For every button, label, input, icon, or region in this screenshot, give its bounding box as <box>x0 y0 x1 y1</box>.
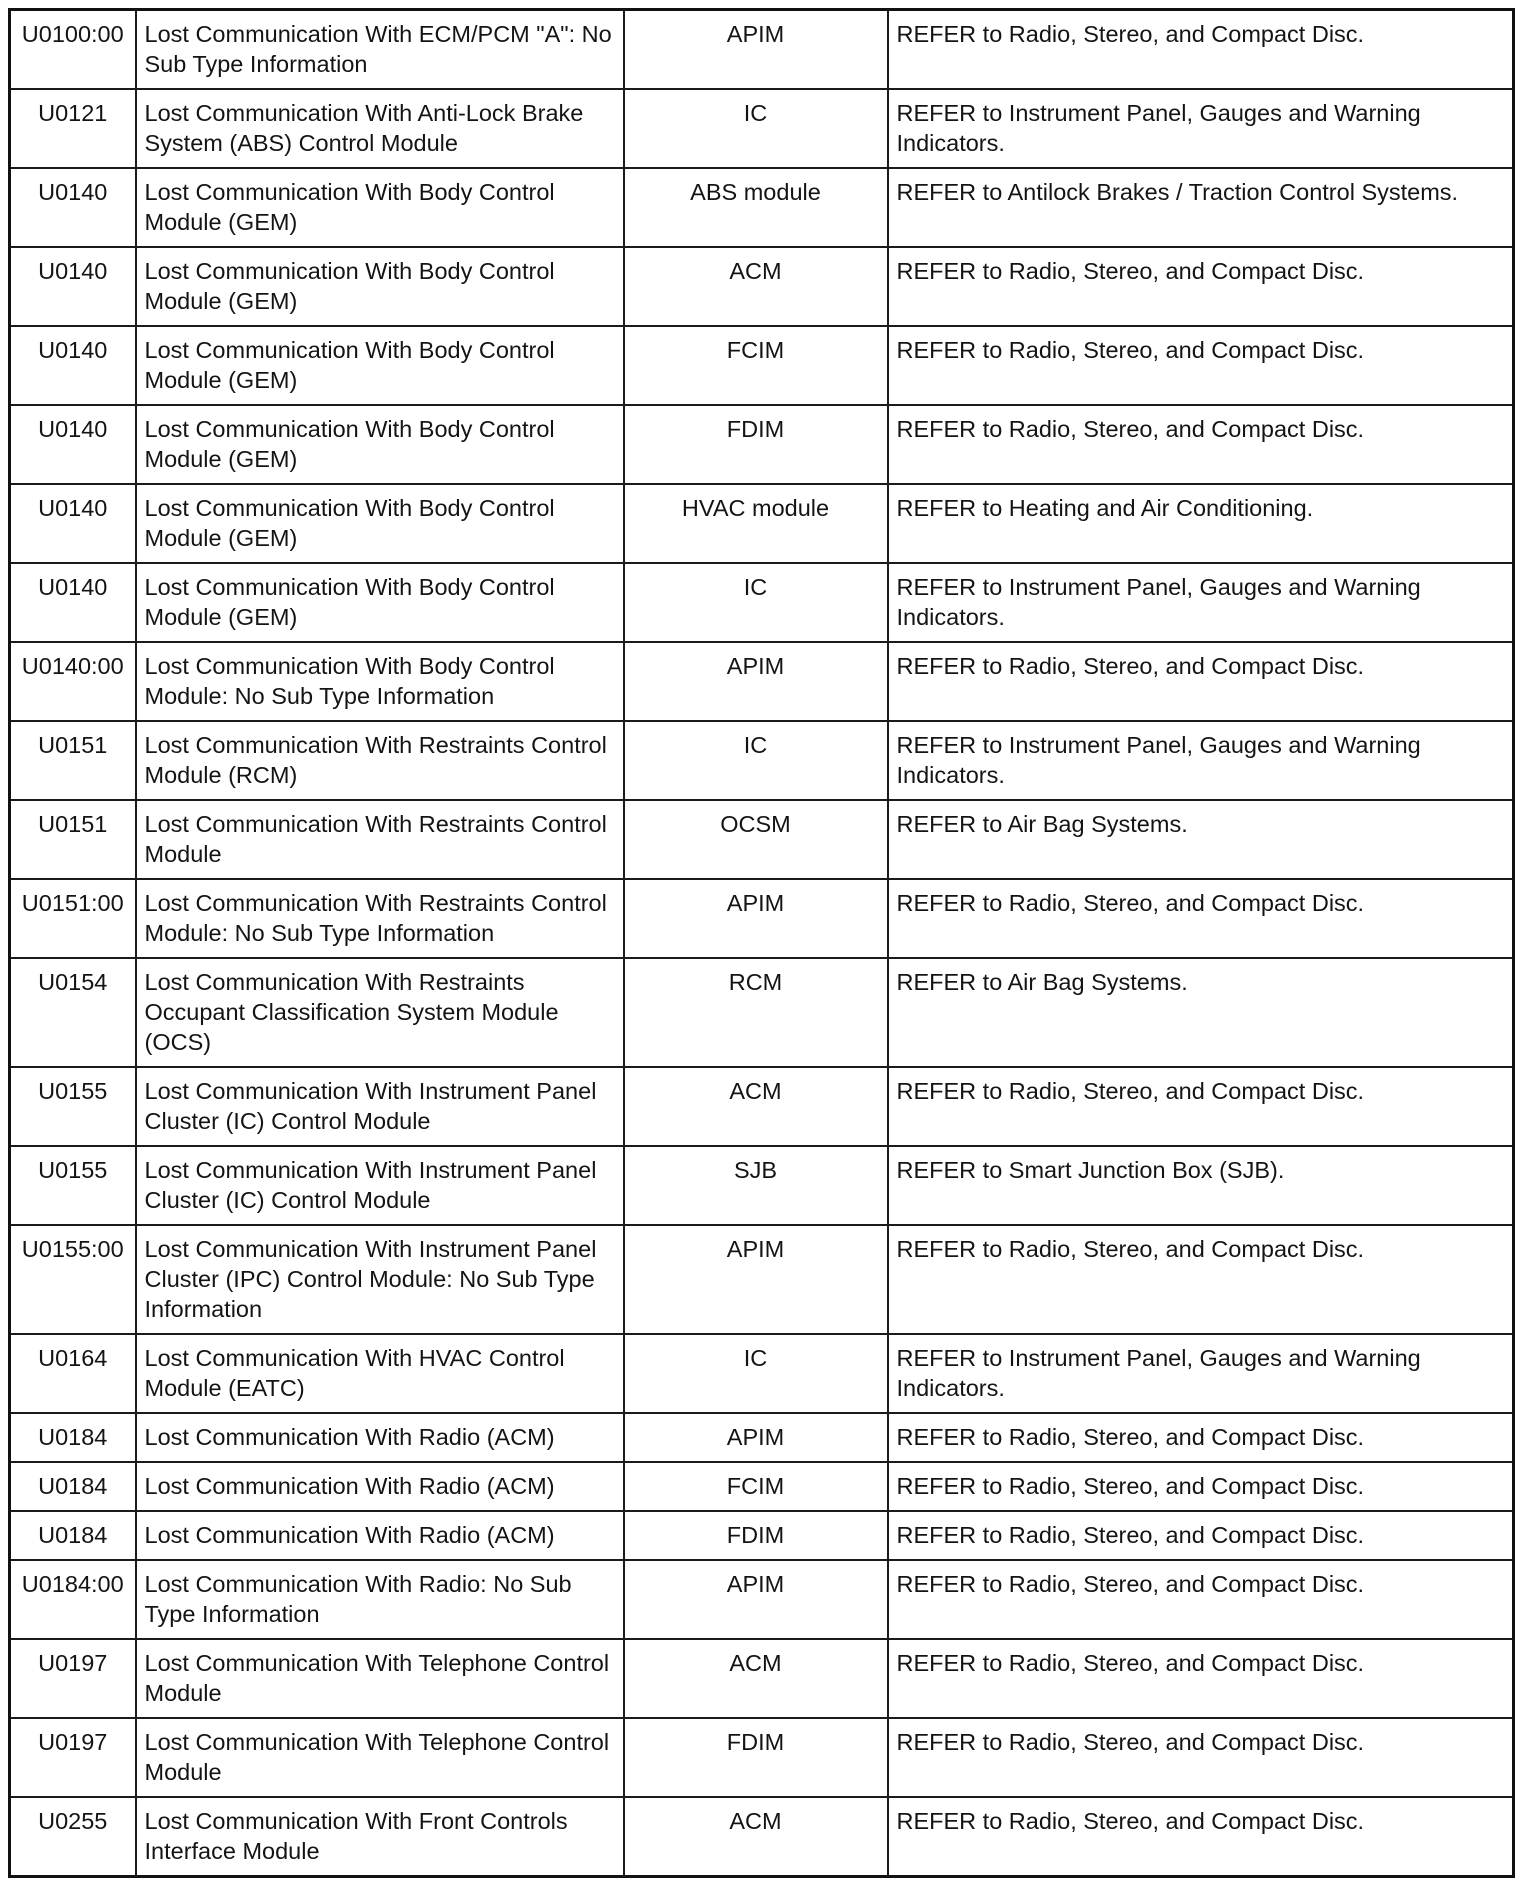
dtc-module-cell: APIM <box>624 1225 888 1334</box>
dtc-description-cell: Lost Communication With Instrument Panel Cluster (IPC) Control Module: No Sub Type Information <box>136 1225 624 1334</box>
dtc-code-cell: U0184:00 <box>10 1560 136 1639</box>
dtc-action-cell: REFER to Radio, Stereo, and Compact Disc. <box>888 10 1514 90</box>
dtc-description-cell: Lost Communication With Body Control Module (GEM) <box>136 247 624 326</box>
dtc-module-cell: FDIM <box>624 1511 888 1560</box>
dtc-module-cell: IC <box>624 721 888 800</box>
table-row <box>10 168 1514 247</box>
table-row <box>10 958 1514 1067</box>
dtc-code-cell: U0100:00 <box>10 10 136 90</box>
table-row <box>10 247 1514 326</box>
dtc-action-cell: REFER to Antilock Brakes / Traction Control Systems. <box>888 168 1514 247</box>
table-row <box>10 1511 1514 1560</box>
dtc-code-cell: U0255 <box>10 1797 136 1877</box>
table-row <box>10 1797 1514 1877</box>
table-row <box>10 563 1514 642</box>
dtc-description-cell: Lost Communication With Restraints Occupant Classification System Module (OCS) <box>136 958 624 1067</box>
dtc-action-cell: REFER to Radio, Stereo, and Compact Disc. <box>888 405 1514 484</box>
dtc-module-cell: IC <box>624 563 888 642</box>
dtc-code-cell: U0184 <box>10 1511 136 1560</box>
dtc-code-cell: U0140 <box>10 563 136 642</box>
table-row <box>10 1462 1514 1511</box>
dtc-action-cell: REFER to Radio, Stereo, and Compact Disc. <box>888 1462 1514 1511</box>
table-row <box>10 10 1514 90</box>
table-row <box>10 642 1514 721</box>
dtc-description-cell: Lost Communication With Radio (ACM) <box>136 1413 624 1462</box>
table-row <box>10 721 1514 800</box>
dtc-action-cell: REFER to Smart Junction Box (SJB). <box>888 1146 1514 1225</box>
dtc-code-cell: U0197 <box>10 1718 136 1797</box>
dtc-action-cell: REFER to Instrument Panel, Gauges and Warning Indicators. <box>888 563 1514 642</box>
table-row <box>10 800 1514 879</box>
dtc-description-cell: Lost Communication With Body Control Module: No Sub Type Information <box>136 642 624 721</box>
dtc-action-cell: REFER to Radio, Stereo, and Compact Disc. <box>888 1067 1514 1146</box>
dtc-code-cell: U0140 <box>10 168 136 247</box>
dtc-code-cell: U0184 <box>10 1462 136 1511</box>
dtc-description-cell: Lost Communication With Restraints Control Module (RCM) <box>136 721 624 800</box>
dtc-code-cell: U0155 <box>10 1146 136 1225</box>
dtc-code-cell: U0121 <box>10 89 136 168</box>
dtc-module-cell: ABS module <box>624 168 888 247</box>
dtc-action-cell: REFER to Air Bag Systems. <box>888 958 1514 1067</box>
dtc-module-cell: APIM <box>624 642 888 721</box>
dtc-description-cell: Lost Communication With Body Control Module (GEM) <box>136 326 624 405</box>
dtc-code-cell: U0140 <box>10 247 136 326</box>
dtc-code-cell: U0151:00 <box>10 879 136 958</box>
dtc-action-cell: REFER to Radio, Stereo, and Compact Disc. <box>888 642 1514 721</box>
dtc-code-cell: U0140 <box>10 405 136 484</box>
dtc-module-cell: ACM <box>624 247 888 326</box>
dtc-action-cell: REFER to Radio, Stereo, and Compact Disc. <box>888 1225 1514 1334</box>
dtc-module-cell: HVAC module <box>624 484 888 563</box>
table-row <box>10 326 1514 405</box>
dtc-action-cell: REFER to Instrument Panel, Gauges and Warning Indicators. <box>888 721 1514 800</box>
dtc-module-cell: APIM <box>624 1413 888 1462</box>
dtc-action-cell: REFER to Radio, Stereo, and Compact Disc. <box>888 247 1514 326</box>
table-row <box>10 1225 1514 1334</box>
dtc-module-cell: RCM <box>624 958 888 1067</box>
dtc-action-cell: REFER to Air Bag Systems. <box>888 800 1514 879</box>
dtc-module-cell: IC <box>624 1334 888 1413</box>
dtc-action-cell: REFER to Radio, Stereo, and Compact Disc. <box>888 1560 1514 1639</box>
dtc-module-cell: APIM <box>624 10 888 90</box>
dtc-module-cell: FDIM <box>624 1718 888 1797</box>
table-row <box>10 1639 1514 1718</box>
dtc-code-cell: U0197 <box>10 1639 136 1718</box>
dtc-code-cell: U0184 <box>10 1413 136 1462</box>
dtc-module-cell: FCIM <box>624 1462 888 1511</box>
dtc-action-cell: REFER to Instrument Panel, Gauges and Warning Indicators. <box>888 1334 1514 1413</box>
table-row <box>10 1067 1514 1146</box>
table-row <box>10 1146 1514 1225</box>
table-row <box>10 89 1514 168</box>
dtc-description-cell: Lost Communication With Anti-Lock Brake System (ABS) Control Module <box>136 89 624 168</box>
dtc-description-cell: Lost Communication With ECM/PCM "A": No Sub Type Information <box>136 10 624 90</box>
dtc-description-cell: Lost Communication With Body Control Module (GEM) <box>136 405 624 484</box>
dtc-action-cell: REFER to Radio, Stereo, and Compact Disc. <box>888 1413 1514 1462</box>
dtc-code-cell: U0155:00 <box>10 1225 136 1334</box>
table-row <box>10 405 1514 484</box>
dtc-code-cell: U0164 <box>10 1334 136 1413</box>
dtc-description-cell: Lost Communication With Radio: No Sub Type Information <box>136 1560 624 1639</box>
dtc-module-cell: FDIM <box>624 405 888 484</box>
dtc-action-cell: REFER to Instrument Panel, Gauges and Warning Indicators. <box>888 89 1514 168</box>
dtc-description-cell: Lost Communication With Radio (ACM) <box>136 1462 624 1511</box>
dtc-description-cell: Lost Communication With Instrument Panel Cluster (IC) Control Module <box>136 1067 624 1146</box>
table-row <box>10 1718 1514 1797</box>
dtc-description-cell: Lost Communication With Radio (ACM) <box>136 1511 624 1560</box>
dtc-description-cell: Lost Communication With Instrument Panel Cluster (IC) Control Module <box>136 1146 624 1225</box>
dtc-description-cell: Lost Communication With Restraints Control Module: No Sub Type Information <box>136 879 624 958</box>
dtc-code-cell: U0155 <box>10 1067 136 1146</box>
dtc-description-cell: Lost Communication With Front Controls Interface Module <box>136 1797 624 1877</box>
dtc-description-cell: Lost Communication With Telephone Control Module <box>136 1639 624 1718</box>
dtc-module-cell: ACM <box>624 1797 888 1877</box>
dtc-module-cell: APIM <box>624 879 888 958</box>
dtc-description-cell: Lost Communication With Body Control Module (GEM) <box>136 484 624 563</box>
dtc-description-cell: Lost Communication With Body Control Module (GEM) <box>136 563 624 642</box>
dtc-module-cell: FCIM <box>624 326 888 405</box>
dtc-action-cell: REFER to Radio, Stereo, and Compact Disc. <box>888 1639 1514 1718</box>
table-row <box>10 1334 1514 1413</box>
dtc-code-cell: U0151 <box>10 721 136 800</box>
table-row <box>10 879 1514 958</box>
dtc-table <box>8 8 1515 1878</box>
dtc-module-cell: OCSM <box>624 800 888 879</box>
dtc-code-cell: U0154 <box>10 958 136 1067</box>
dtc-code-cell: U0140 <box>10 326 136 405</box>
dtc-description-cell: Lost Communication With HVAC Control Module (EATC) <box>136 1334 624 1413</box>
dtc-action-cell: REFER to Heating and Air Conditioning. <box>888 484 1514 563</box>
table-row <box>10 1413 1514 1462</box>
dtc-table-body <box>10 10 1514 1877</box>
dtc-action-cell: REFER to Radio, Stereo, and Compact Disc. <box>888 326 1514 405</box>
dtc-code-cell: U0151 <box>10 800 136 879</box>
dtc-action-cell: REFER to Radio, Stereo, and Compact Disc. <box>888 879 1514 958</box>
dtc-description-cell: Lost Communication With Body Control Module (GEM) <box>136 168 624 247</box>
dtc-module-cell: SJB <box>624 1146 888 1225</box>
dtc-description-cell: Lost Communication With Telephone Control Module <box>136 1718 624 1797</box>
table-row <box>10 484 1514 563</box>
dtc-module-cell: APIM <box>624 1560 888 1639</box>
dtc-module-cell: IC <box>624 89 888 168</box>
dtc-action-cell: REFER to Radio, Stereo, and Compact Disc. <box>888 1718 1514 1797</box>
dtc-code-cell: U0140 <box>10 484 136 563</box>
dtc-description-cell: Lost Communication With Restraints Control Module <box>136 800 624 879</box>
dtc-module-cell: ACM <box>624 1067 888 1146</box>
dtc-action-cell: REFER to Radio, Stereo, and Compact Disc. <box>888 1511 1514 1560</box>
dtc-code-cell: U0140:00 <box>10 642 136 721</box>
dtc-module-cell: ACM <box>624 1639 888 1718</box>
dtc-action-cell: REFER to Radio, Stereo, and Compact Disc. <box>888 1797 1514 1877</box>
table-row <box>10 1560 1514 1639</box>
